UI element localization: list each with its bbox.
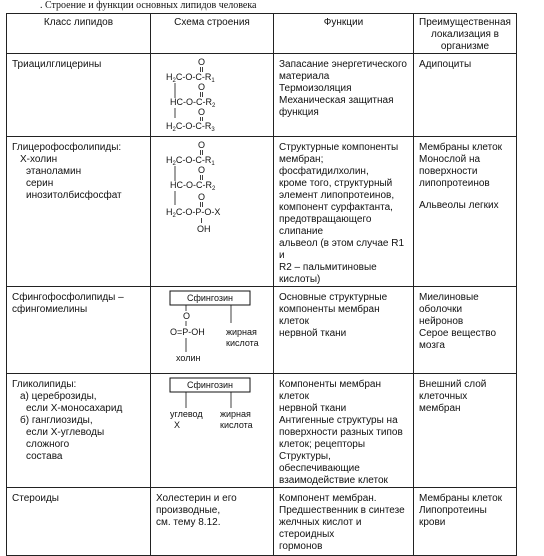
function-line: Предшественник в синтезе [279, 505, 405, 516]
structure-text-line: см. тему 8.12. [156, 517, 221, 528]
class-subitem: если X-моносахарид [26, 403, 123, 414]
function-line: мембран; фосфатидилхолин, [279, 154, 369, 177]
sphingomyelin-structure [156, 289, 268, 369]
function-line: взаимодействие клеток [279, 475, 388, 486]
location-cell [414, 287, 517, 374]
function-line: кроме того, структурный [279, 178, 393, 189]
structure-text-line: Холестерин и его [156, 493, 237, 504]
function-line: клеток; рецепторы [279, 439, 366, 450]
function-line: Структуры, обеспечивающие [279, 451, 360, 474]
class-name: Глицерофосфолипиды: [12, 142, 122, 153]
svg-text:HC-O-C-R2: $HC-O-C-R_2$ [170, 180, 216, 192]
function-line: нервной ткани [279, 403, 347, 414]
class-cell [7, 374, 151, 488]
class-subitem: инозитолбисфосфат [26, 190, 122, 201]
svg-text:O=P-OH: O=P-OH [170, 327, 205, 337]
function-line: R2 – пальмитиновые кислоты) [279, 262, 377, 285]
svg-text:O: O [198, 57, 206, 67]
formula-line-2: $HC-O-C-R_2$ [170, 97, 216, 109]
svg-text:углевод: углевод [170, 409, 203, 419]
table-row [7, 287, 517, 374]
svg-text:O: O [183, 311, 191, 321]
structure-text-line: производные, [156, 505, 221, 516]
class-cell [7, 137, 151, 287]
location-cell [414, 137, 517, 287]
class-subitem: X-холин [20, 154, 58, 165]
function-line: Запасание энергетического [279, 59, 407, 70]
svg-text:холин: холин [176, 353, 201, 363]
function-line: желчных кислот и стероидных [279, 517, 362, 540]
location-line: Альвеолы легких [419, 200, 499, 211]
formula-line-3: $H_2C-O-C-R_3$ [166, 121, 215, 132]
svg-text:H2C-O-P-O-X: $H_2C-O-P-O-X$ [166, 207, 221, 219]
function-line: предотвращающего слипание [279, 214, 372, 237]
glycerophospholipid-structure [156, 139, 268, 239]
svg-text:X: X [174, 420, 181, 430]
structure-cell [151, 54, 274, 137]
formula-line-1: $H_2C-O-C-R_1$ [166, 72, 215, 84]
triacylglycerol-structure [156, 56, 268, 132]
header-row [7, 14, 517, 54]
class-name: Триацилглицерины [12, 59, 102, 70]
table-row [7, 137, 517, 287]
svg-text:O: O [198, 82, 206, 92]
function-line: Компоненты мембран клеток [279, 379, 381, 402]
header-lipid-class: Класс липидов [7, 14, 151, 54]
function-line: Компонент мембран. [279, 493, 377, 504]
header-localization-line2: локализация в организме [430, 29, 499, 52]
location-line: Монослой на поверхности [419, 154, 481, 177]
function-line: гормонов [279, 541, 323, 552]
function-line: нервной ткани [279, 328, 347, 339]
function-line: Основные структурные [279, 292, 388, 303]
function-line: компоненты мембран клеток [279, 304, 380, 327]
location-line: Серое вещество мозга [419, 328, 497, 351]
functions-cell [274, 137, 414, 287]
table-caption: . Строение и функции основных липидов человека [40, 0, 257, 11]
header-structure: Схема строения [151, 14, 274, 54]
table-row [7, 54, 517, 137]
location-cell [414, 374, 517, 488]
function-line: элемент липопротеинов, [279, 190, 395, 201]
lipids-table [6, 13, 517, 556]
class-subitem: состава [26, 451, 63, 462]
function-line: функция [279, 107, 319, 118]
svg-text:O: O [198, 165, 206, 175]
function-line: Антигенные структуры на [279, 415, 398, 426]
location-cell [414, 488, 517, 556]
header-localization [414, 14, 517, 54]
class-name: Гликолипиды: [12, 379, 77, 390]
class-subitem: серин [26, 178, 54, 189]
location-cell [414, 54, 517, 137]
function-line: поверхности разных типов [279, 427, 403, 438]
sphingosine-label: Сфингозин [186, 293, 234, 303]
table-row [7, 488, 517, 556]
sphingosine-label: Сфингозин [186, 380, 234, 390]
location-line: Липопротеины крови [419, 505, 487, 528]
location-line: Мембраны клеток [419, 142, 503, 153]
class-subitem: сфингомиелины [12, 304, 88, 315]
function-line: Термоизоляция [279, 83, 352, 94]
function-line: Структурные компоненты [279, 142, 399, 153]
function-line: альвеол (в этом случае R1 и [279, 238, 405, 261]
class-cell [7, 287, 151, 374]
glycolipid-structure [156, 376, 268, 446]
svg-text:кислота: кислота [226, 338, 259, 348]
location-line: липопротеинов [419, 178, 490, 189]
function-line: материала [279, 71, 330, 82]
class-cell [7, 488, 151, 556]
class-subitem: если X-углеводы сложного [26, 427, 105, 450]
header-localization-line1: Преимущественная [419, 17, 511, 28]
class-cell [7, 54, 151, 137]
svg-text:O: O [198, 107, 206, 117]
functions-cell [274, 488, 414, 556]
location-line: Адипоциты [419, 59, 472, 70]
location-line: мембран [419, 403, 461, 414]
location-line: Внешний слой клеточных [419, 379, 487, 402]
class-name: Сфингофосфолипиды – [12, 292, 124, 303]
functions-cell [274, 54, 414, 137]
header-functions: Функции [274, 14, 414, 54]
function-line: Механическая защитная [279, 95, 394, 106]
function-line: компонент сурфактанта, [279, 202, 393, 213]
table-row [7, 374, 517, 488]
location-line: Миелиновые оболочки [419, 292, 479, 315]
functions-cell [274, 287, 414, 374]
functions-cell [274, 374, 414, 488]
svg-text:H2C-O-C-R1: $H_2C-O-C-R_1$ [166, 155, 215, 167]
location-line: Мембраны клеток [419, 493, 503, 504]
svg-text:кислота: кислота [220, 420, 253, 430]
structure-cell [151, 287, 274, 374]
structure-cell [151, 488, 274, 556]
class-subitem: этаноламин [26, 166, 82, 177]
class-name: Стероиды [12, 493, 59, 504]
location-line: нейронов [419, 316, 464, 327]
svg-text:жирная: жирная [220, 409, 251, 419]
class-subitem: б) ганглиозиды, [20, 415, 93, 426]
svg-text:жирная: жирная [226, 327, 257, 337]
svg-text:O: O [198, 140, 206, 150]
structure-cell [151, 137, 274, 287]
class-subitem: а) цереброзиды, [20, 391, 97, 402]
svg-text:O: O [198, 192, 206, 202]
svg-text:OH: OH [197, 224, 211, 234]
structure-cell [151, 374, 274, 488]
